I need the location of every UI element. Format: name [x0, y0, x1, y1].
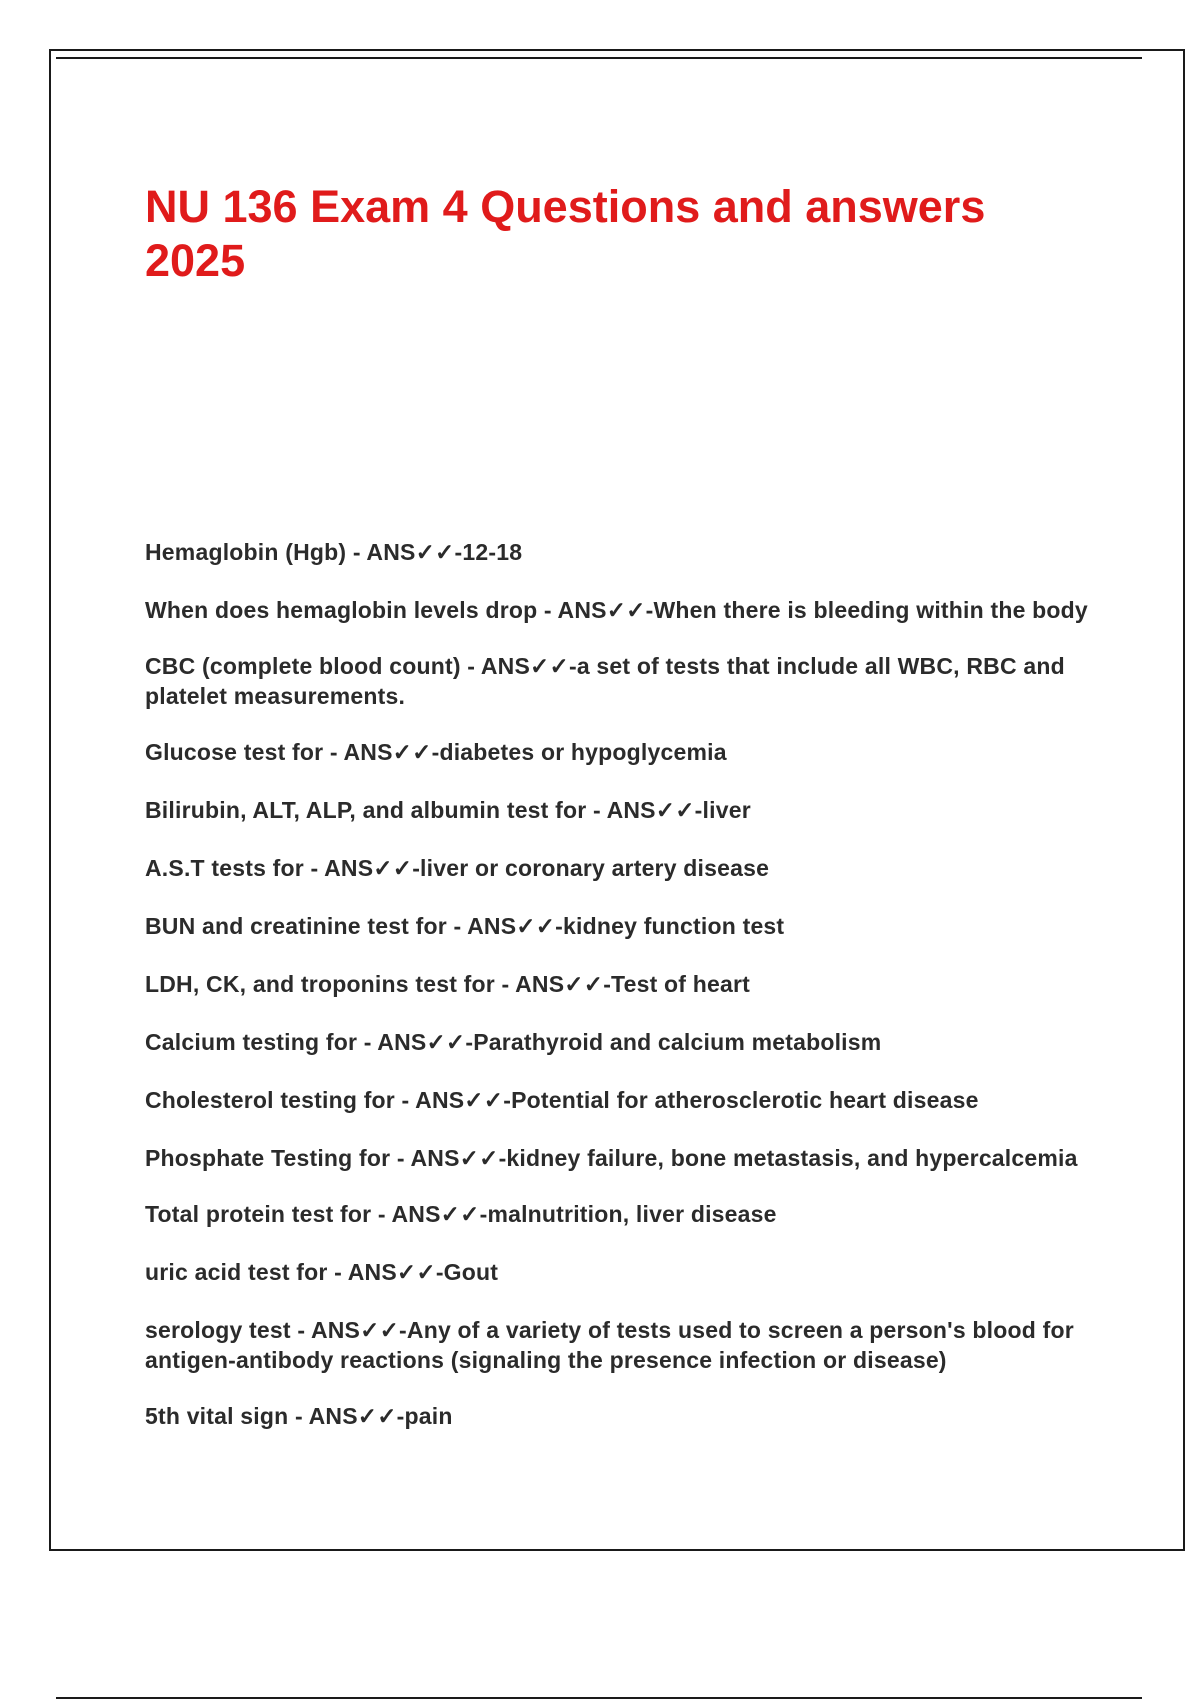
- qa-item-total-protein: Total protein test for - ANS✓✓-malnutrition, liver disease: [145, 1201, 777, 1227]
- qa-item-serology: serology test - ANS✓✓-Any of a variety of tests used to screen a person's blood for antigen-antibody reactions (signaling the presence infection or disease): [145, 1317, 1074, 1373]
- qa-item-bun-creatinine: BUN and creatinine test for - ANS✓✓-kidney function test: [145, 913, 785, 939]
- qa-item-glucose: Glucose test for - ANS✓✓-diabetes or hypoglycemia: [145, 739, 727, 765]
- qa-item-phosphate: Phosphate Testing for - ANS✓✓-kidney failure, bone metastasis, and hypercalcemia: [145, 1145, 1078, 1171]
- qa-list: [145, 537, 1100, 1459]
- qa-item-ast: A.S.T tests for - ANS✓✓-liver or coronary artery disease: [145, 855, 770, 881]
- qa-item-cholesterol: Cholesterol testing for - ANS✓✓-Potential for atherosclerotic heart disease: [145, 1087, 979, 1113]
- qa-item-cardiac-enzymes: LDH, CK, and troponins test for - ANS✓✓-Test of heart: [145, 971, 750, 997]
- bottom-rule: [56, 1697, 1142, 1699]
- document-title: NU 136 Exam 4 Questions and answers 2025: [145, 181, 986, 286]
- qa-item-vital-sign: 5th vital sign - ANS✓✓-pain: [145, 1403, 453, 1429]
- qa-item-calcium: Calcium testing for - ANS✓✓-Parathyroid and calcium metabolism: [145, 1029, 882, 1055]
- qa-item-uric-acid: uric acid test for - ANS✓✓-Gout: [145, 1259, 499, 1285]
- qa-item-liver-panel: Bilirubin, ALT, ALP, and albumin test for - ANS✓✓-liver: [145, 797, 751, 823]
- top-rule: [56, 57, 1142, 59]
- qa-item-hemoglobin-drop: When does hemaglobin levels drop - ANS✓✓-When there is bleeding within the body: [145, 597, 1088, 623]
- qa-item-hemoglobin: Hemaglobin (Hgb) - ANS✓✓-12-18: [145, 539, 523, 565]
- qa-item-cbc: CBC (complete blood count) - ANS✓✓-a set of tests that include all WBC, RBC and platelet measurements.: [145, 653, 1065, 709]
